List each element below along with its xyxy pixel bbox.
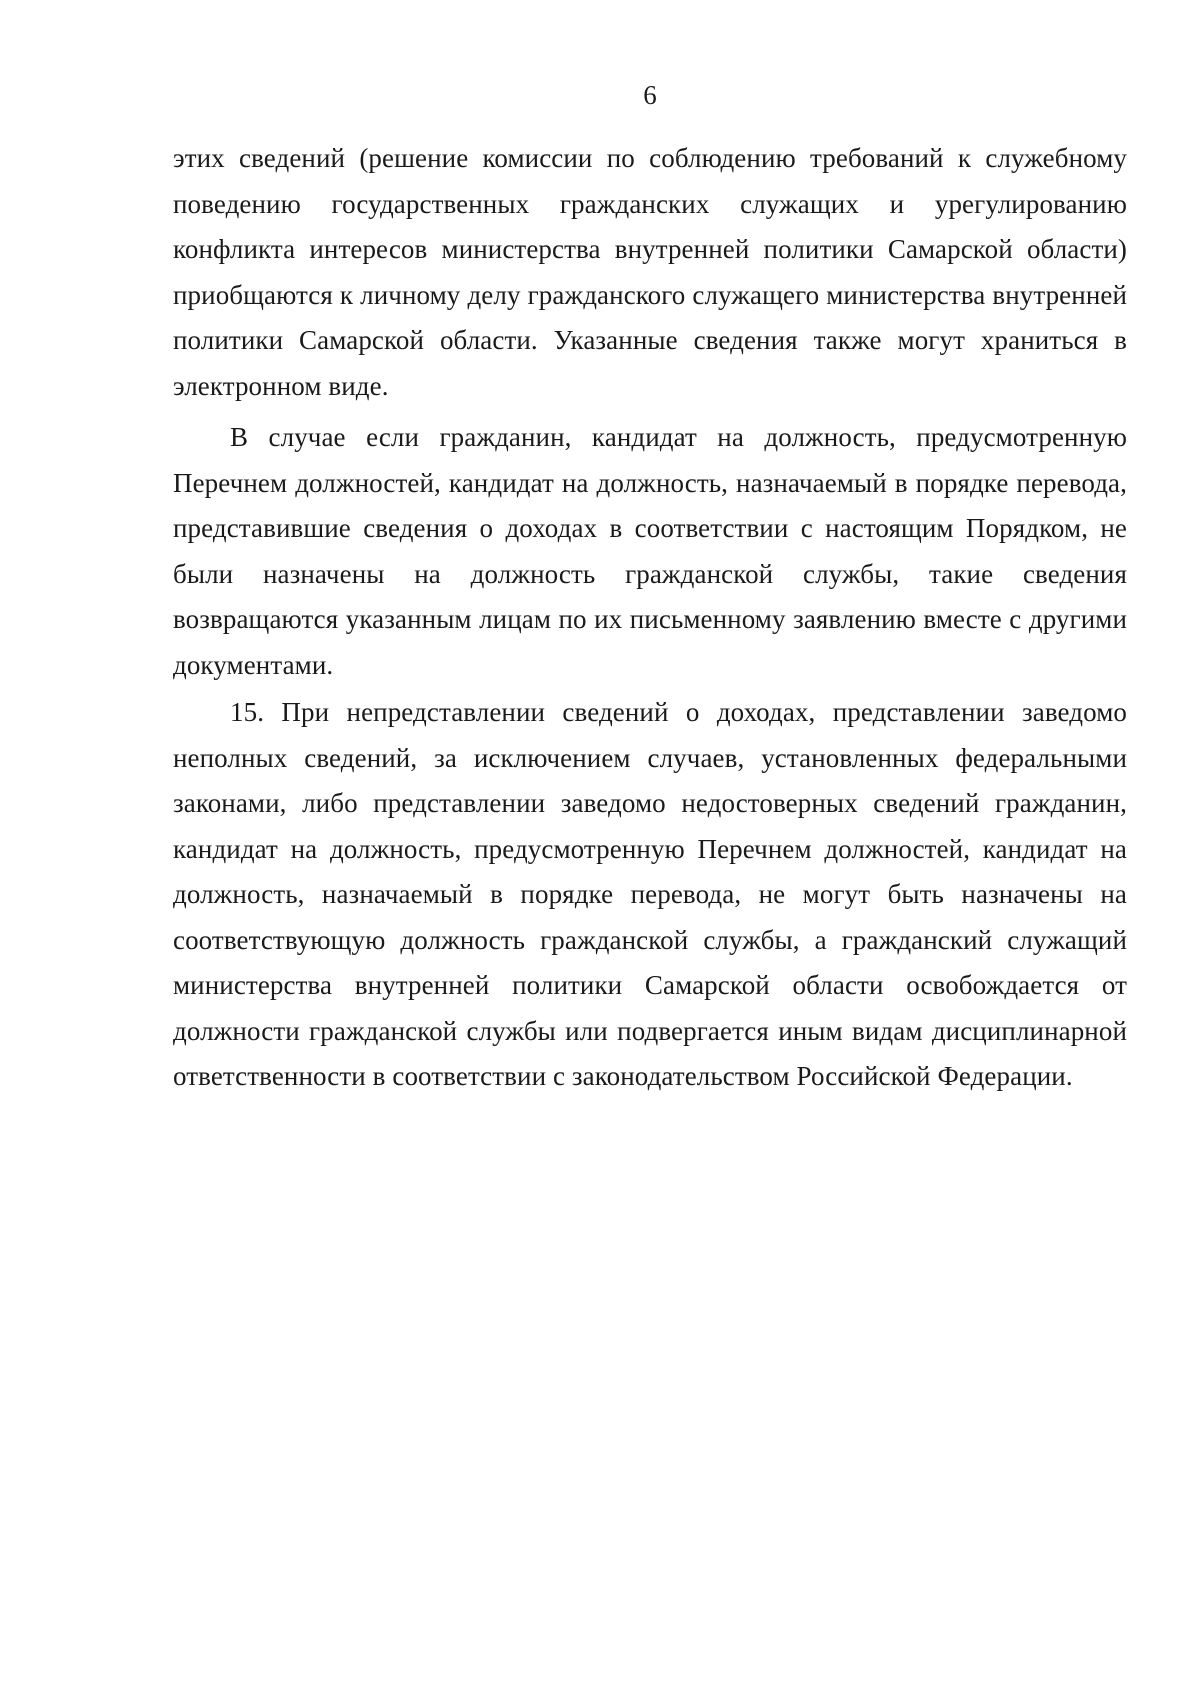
paragraph-return-of-information: В случае если гражданин, кандидат на должность, предусмотренную Перечнем должностей, кандидат на должность, назначаемый в порядке перевода, представившие сведения о доходах в соответствии с настоящим Порядком, не были назначены на должность гражданской службы, такие сведения возвращаются указанным лицам по их письменному заявлению вместе с другими документами. <box>173 422 1127 680</box>
document-body <box>173 136 1127 1100</box>
paragraph-continuation: этих сведений (решение комиссии по соблюдению требований к служебному поведению государственных гражданских служащих и урегулированию конфликта интересов министерства внутренней политики Самарской области) приобщаются к личному делу гражданского служащего министерства внутренней политики Самарской области. Указанные сведения также могут храниться в электронном виде. <box>173 143 1127 401</box>
page-number: 6 <box>643 80 657 110</box>
paragraph-15-non-submission: 15. При непредставлении сведений о доходах, представлении заведомо неполных сведений, за исключением случаев, установленных федеральными законами, либо представлении заведомо недостоверных сведений гражданин, кандидат на должность, предусмотренную Перечнем должностей, кандидат на должность, назначаемый в порядке перевода, не могут быть назначены на соответствующую должность гражданской службы, а гражданский служащий министерства внутренней политики Самарской области освобождается от должности гражданской службы или подвергается иным видам дисциплинарной ответственности в соответствии с законодательством Российской Федерации. <box>173 697 1127 1091</box>
